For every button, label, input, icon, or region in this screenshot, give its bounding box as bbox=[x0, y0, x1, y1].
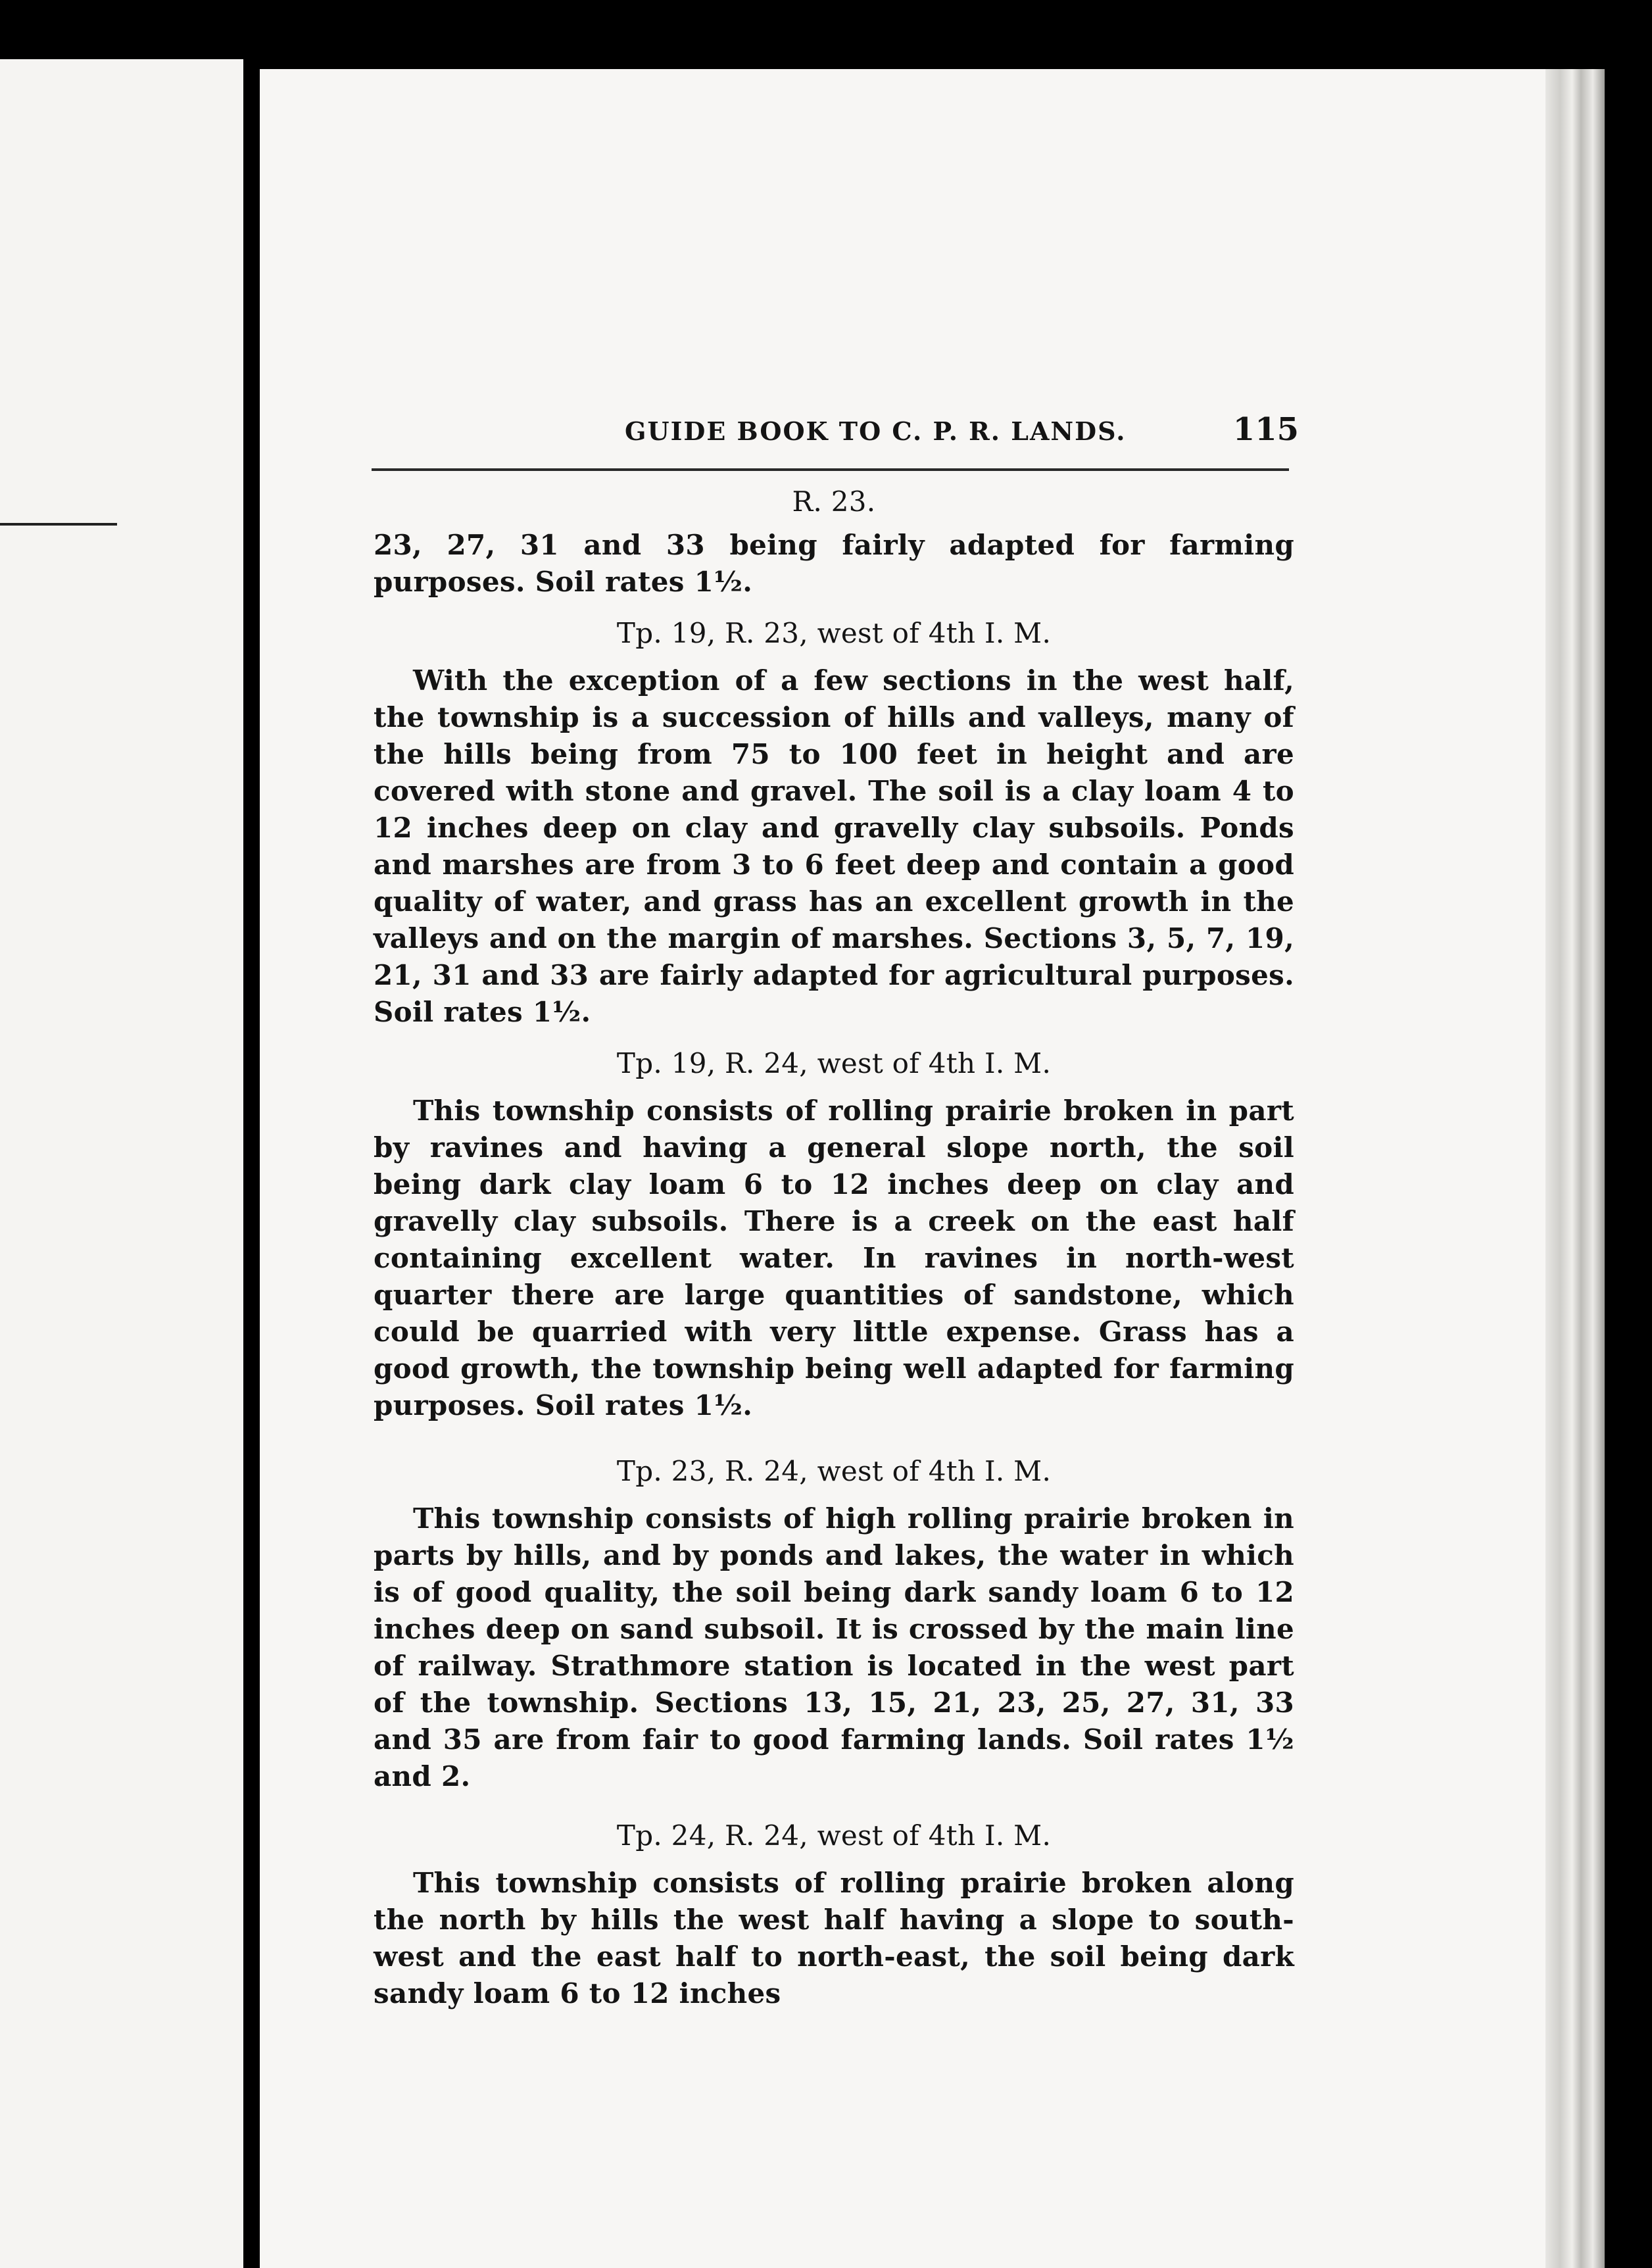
section-body: This township consists of rolling prairie broken along the north by hills the west half having a slope to south-west and the east half to north-east, the soil being dark sandy loam 6 to 12 inches bbox=[374, 1867, 1294, 2009]
header-rule bbox=[372, 468, 1289, 471]
page-edge bbox=[1545, 69, 1605, 2268]
continuation-paragraph: 23, 27, 31 and 33 being fairly adapted for farming purposes. Soil rates 1½. bbox=[374, 529, 1294, 598]
section-heading: Tp. 23, R. 24, west of 4th I. M. bbox=[616, 1455, 1052, 1487]
section-body: This township consists of high rolling prairie broken in parts by hills, and by ponds and lakes, the water in which is of good quality, the soil being dark sandy loam 6 to 12 inches deep on sand subsoil. It is crossed by the main line of railway. Strathmore station is located in the west part of the township. Sections 13, 15, 21, 23, 25, 27, 31, 33 and 35 are from fair to good farming lands. Soil rates 1½ and 2. bbox=[374, 1502, 1294, 1792]
section-heading: Tp. 19, R. 23, west of 4th I. M. bbox=[616, 617, 1052, 649]
page-number: 115 bbox=[1232, 411, 1299, 448]
section-heading: Tp. 19, R. 24, west of 4th I. M. bbox=[616, 1047, 1052, 1079]
left-page bbox=[0, 59, 243, 2268]
running-head: GUIDE BOOK TO C. P. R. LANDS. bbox=[625, 416, 1127, 446]
section-body: This township consists of rolling prairie broken in part by ravines and having a general slope north, the soil being dark clay loam 6 to 12 inches deep on clay and gravelly clay subsoils. There is a creek on the east half containing excellent water. In ravines in north-west quarter there are large quantities of sandstone, which could be quarried with very little expense. Grass has a good growth, the township being well adapted for farming purposes. Soil rates 1½. bbox=[374, 1095, 1294, 1421]
page-content bbox=[374, 483, 1294, 2012]
section-body: With the exception of a few sections in the west half, the township is a succession of hills and valleys, many of the hills being from 75 to 100 feet in height and are covered with stone and gravel. The soil is a clay loam 4 to 12 inches deep on clay and gravelly clay subsoils. Ponds and marshes are from 3 to 6 feet deep and contain a good quality of water, and grass has an excellent growth in the valleys and on the margin of marshes. Sections 3, 5, 7, 19, 21, 31 and 33 are fairly adapted for agricultural purposes. Soil rates 1½. bbox=[374, 664, 1294, 1028]
page-header bbox=[625, 411, 1299, 451]
range-heading: R. 23. bbox=[792, 485, 876, 518]
section-heading: Tp. 24, R. 24, west of 4th I. M. bbox=[616, 1819, 1052, 1852]
left-page-rule bbox=[0, 523, 117, 526]
